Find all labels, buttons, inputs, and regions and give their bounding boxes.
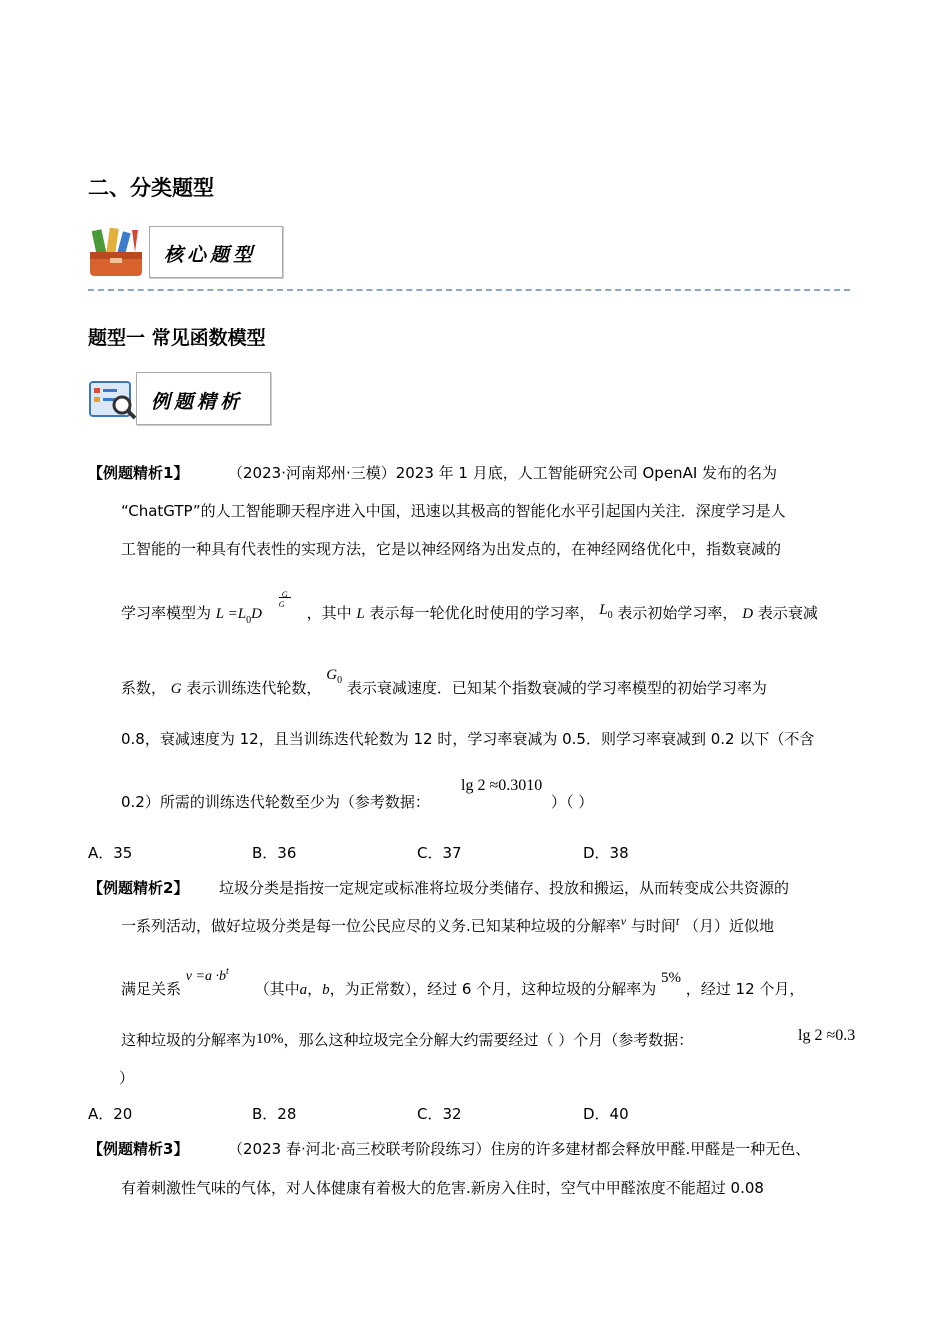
line-7-text-b: ）（ ） [551,793,594,811]
example-1-option-d[interactable]: D．38 [583,844,629,862]
line-3-comma: ， [307,980,323,998]
symbol-G0-sub: 0 [337,675,343,686]
example-1-option-b[interactable]: B．36 [252,844,297,862]
line-4-text-b: ，其中 [306,604,352,622]
line-2-text-c: （月）近似地 [684,917,775,935]
example-1-option-a[interactable]: A．35 [88,844,133,862]
symbol-t: t [675,914,680,928]
example-1-option-c[interactable]: C．37 [417,844,462,862]
line-5-text-a: 系数， [121,679,167,697]
formula-base-D: D [251,606,262,622]
formula-exp-top: G [281,590,288,599]
example-2-line-1: 垃圾分类是指按一定规定或标准将垃圾分类储存、投放和搬运，从而转变成公共资源的 [219,879,790,897]
example-2-line-5: ） [119,1069,135,1087]
example-1-line-7 [121,792,594,812]
example-2-reference: lg 2 ≈0.3 [798,1027,856,1044]
example-2-option-a[interactable]: A．20 [88,1105,133,1123]
line-3-text-a: 满足关系 [121,980,182,998]
percent-5: 5% [660,970,681,986]
line-4-text-a: 这种垃圾的分解率为 [121,1031,257,1049]
symbol-L: L [356,606,365,622]
example-2-option-d[interactable]: D．40 [583,1105,629,1123]
example-3-line-2: 有着刺激性气味的气体，对人体健康有着极大的危害.新房入住时，空气中甲醛浓度不能超过 0.08 [121,1179,764,1197]
line-5-text-c: 表示衰减速度．已知某个指数衰减的学习率模型的初始学习率为 [346,679,767,697]
line-3-text-f: ，为正常数），经过 6 个月，这种垃圾的分解率为 [329,980,657,998]
symbol-L0-sub: 0 [607,610,613,621]
example-1-label: 【例题精析1】 [88,464,189,482]
line-5-text-b: 表示训练迭代轮数， [186,679,322,697]
symbol-D: D [742,606,754,622]
example-1-line-2: “ChatGTP”的人工智能聊天程序进入中国，迅速以其极高的智能化水平引起国内关注．深度学习是人 [121,502,786,520]
param-a: a [299,982,308,998]
core-badge-label: 核心题型 [164,244,257,266]
example-3-label: 【例题精析3】 [88,1140,189,1158]
line-4-text-c: 表示每一轮优化时使用的学习率， [369,604,595,622]
section-title: 二、分类题型 [88,176,214,200]
example-2-line-4 [121,1030,693,1051]
type-title: 题型一 常见函数模型 [88,327,266,349]
example-2-line-2 [121,916,774,937]
line-4-text-b: ，那么这种垃圾完全分解大约需要经过（ ）个月（参考数据： [283,1031,694,1049]
magnifier-doc-icon [88,378,138,422]
line-4-text-d: 表示初始学习率， [617,604,738,622]
line-4-text-e: 表示衰减 [757,604,818,622]
percent-10: 10% [256,1031,284,1047]
example-2-option-b[interactable]: B．28 [252,1105,297,1123]
example-1-reference: lg 2 ≈0.3010 [461,777,543,794]
decay-formula-body: v =a ·b [185,969,226,984]
example-2-option-c[interactable]: C．32 [417,1105,462,1123]
section-divider [88,289,850,291]
line-7-text-a: 0.2）所需的训练迭代轮数至少为（参考数据： [121,793,430,811]
learning-rate-formula [215,590,302,626]
symbol-v: v [620,914,627,928]
decay-formula [186,965,250,988]
example-1-line-3: 工智能的一种具有代表性的实现方法，它是以神经网络为出发点的，在神经网络优化中，指数衰减的 [121,540,782,558]
param-b: b [322,982,330,998]
example-1-line-6: 0.8，衰减速度为 12，且当训练迭代轮数为 12 时，学习率衰减为 0.5．则学习率衰减到 0.2 以下（不含 [121,730,815,748]
line-2-text-b: 与时间 [630,917,676,935]
line-3-text-g: ，经过 12 个月， [685,980,805,998]
symbol-G: G [170,681,182,697]
example-2-label: 【例题精析2】 [88,879,189,897]
line-4-text-a: 学习率模型为 [121,604,212,622]
formula-exp-bot: G [278,600,285,609]
toolbox-icon [88,226,144,278]
example-1-line-5 [121,667,767,701]
example-1-line-4 [121,590,818,626]
symbol-G0: G [326,667,338,683]
symbol-L0: L [599,602,608,618]
example-3-line-1: （2023 春·河北·高三校联考阶段练习）住房的许多建材都会释放甲醛.甲醛是一种无色、 [228,1140,811,1158]
formula-sub-0: 0 [246,615,252,626]
decay-formula-exp: t [225,966,229,977]
core-badge-label-box [149,226,283,278]
example-badge [88,372,272,426]
line-2-text-a: 一系列活动，做好垃圾分类是每一位公民应尽的义务.已知某种垃圾的分解率 [121,917,621,935]
core-badge [88,224,284,280]
example-badge-label: 例题精析 [151,391,244,413]
formula-left: L =L [215,606,247,622]
line-3-text-b: （其中 [254,980,300,998]
example-badge-label-box [136,372,271,425]
example-1-line-1: （2023·河南郑州·三模）2023 年 1 月底，人工智能研究公司 OpenAI 发布的名为 [228,464,778,482]
